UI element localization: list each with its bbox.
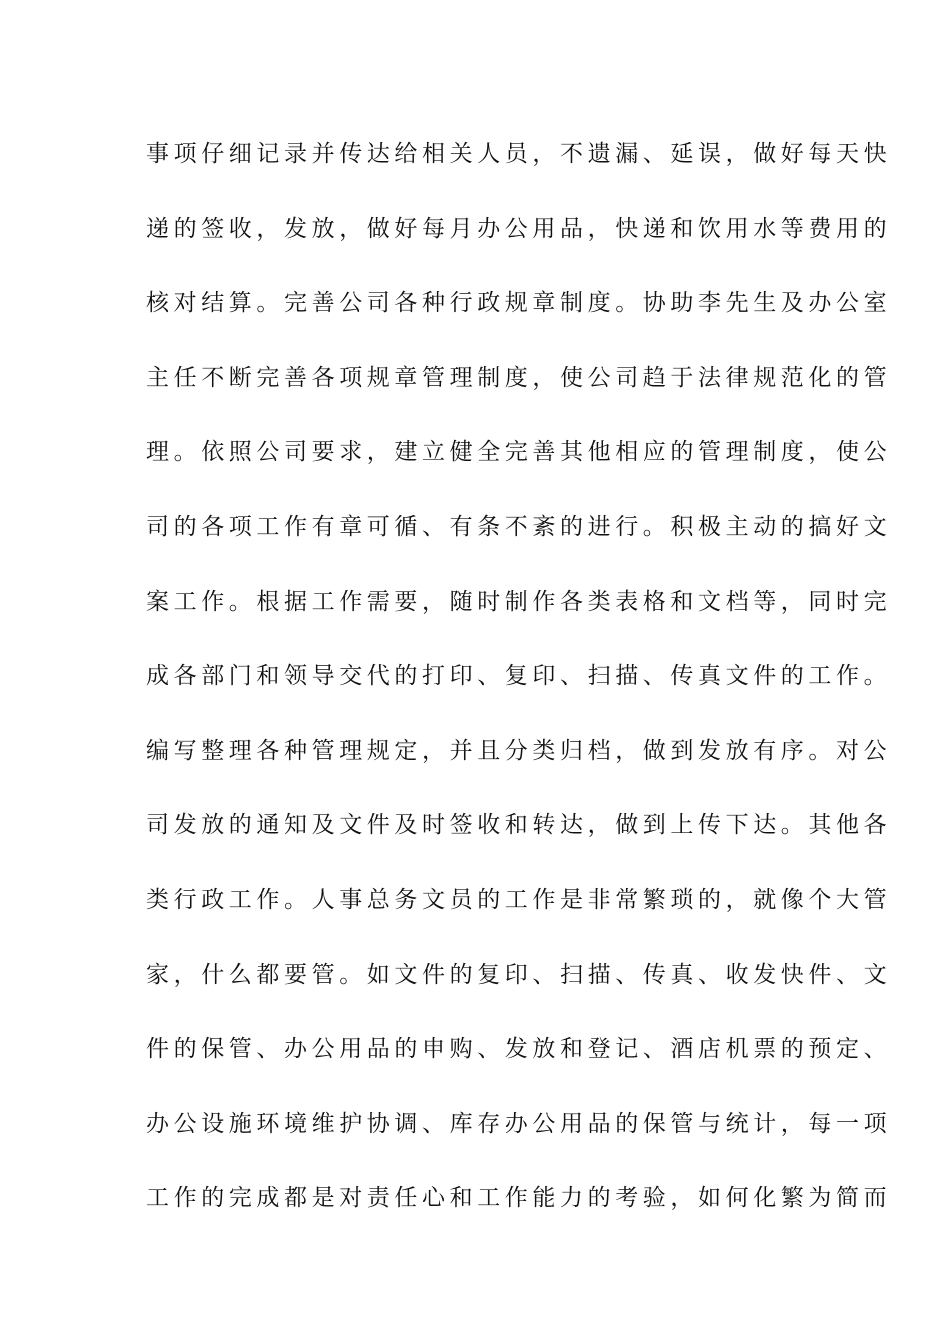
text-line: 事项仔细记录并传达给相关人员，不遗漏、延误，做好每天快 — [146, 141, 892, 167]
text-line: 件的保管、办公用品的申购、发放和登记、酒店机票的预定、 — [146, 1036, 892, 1063]
text-line: 家，什么都要管。如文件的复印、扫描、传真、收发快件、文 — [146, 961, 892, 988]
text-line: 核对结算。完善公司各种行政规章制度。协助李先生及办公室 — [146, 290, 892, 317]
text-line: 成各部门和领导交代的打印、复印、扫描、传真文件的工作。 — [146, 663, 892, 690]
text-line: 案工作。根据工作需要，随时制作各类表格和文档等，同时完 — [146, 588, 892, 615]
body-text — [146, 132, 892, 1251]
text-line: 司的各项工作有章可循、有条不紊的进行。积极主动的搞好文 — [146, 513, 892, 540]
text-line: 主任不断完善各项规章管理制度，使公司趋于法律规范化的管 — [146, 364, 892, 391]
text-line: 工作的完成都是对责任心和工作能力的考验，如何化繁为简而 — [146, 1185, 892, 1212]
text-line: 司发放的通知及文件及时签收和转达，做到上传下达。其他各 — [146, 812, 892, 839]
text-line: 编写整理各种管理规定，并且分类归档，做到发放有序。对公 — [146, 737, 892, 764]
text-line: 递的签收，发放，做好每月办公用品，快递和饮用水等费用的 — [146, 215, 892, 242]
text-line: 办公设施环境维护协调、库存办公用品的保管与统计，每一项 — [146, 1110, 892, 1137]
text-line: 理。依照公司要求，建立健全完善其他相应的管理制度，使公 — [146, 439, 892, 466]
text-line: 类行政工作。人事总务文员的工作是非常繁琐的，就像个大管 — [146, 886, 892, 913]
